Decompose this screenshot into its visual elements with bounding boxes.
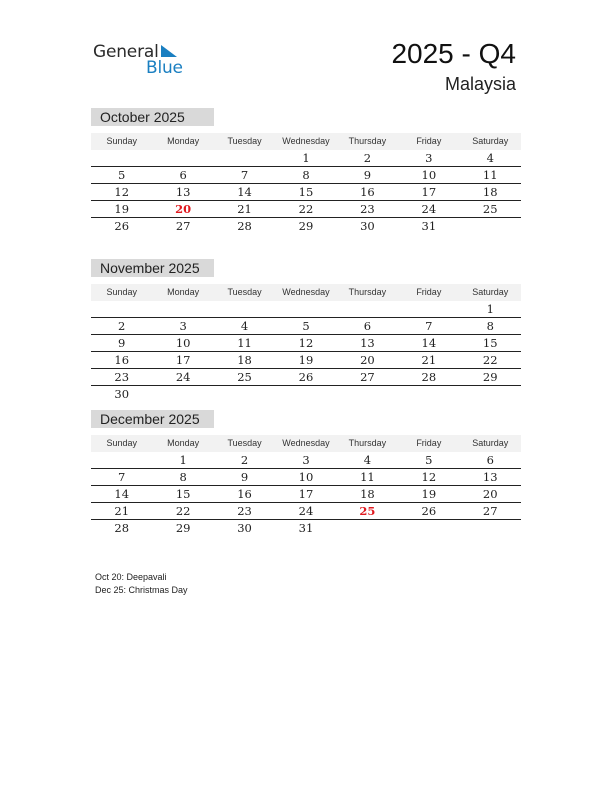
day-cell: 23 (360, 202, 375, 216)
day-cell: 19 (298, 353, 314, 367)
day-cell: 16 (237, 487, 252, 501)
day-cell: 12 (421, 470, 437, 484)
week-row (91, 318, 521, 335)
day-cell: 23 (114, 370, 130, 384)
weekday-label: Thursday (348, 136, 387, 146)
day-cell: 13 (482, 470, 498, 484)
empty-day-cell (337, 520, 398, 537)
day-cell: 4 (363, 453, 372, 467)
day-cell: 29 (175, 521, 191, 535)
day-cell: 5 (118, 168, 126, 182)
weekday-label: Saturday (472, 136, 509, 146)
weekday-label: Tuesday (227, 136, 262, 146)
day-cell: 11 (360, 470, 375, 484)
day-cell: 2 (118, 319, 126, 333)
day-cell: 21 (114, 504, 130, 518)
holiday-note: Oct 20: Deepavali (95, 572, 167, 582)
day-cell: 5 (425, 453, 433, 467)
day-cell: 29 (482, 370, 498, 384)
weekday-label: Sunday (106, 287, 137, 297)
week-rows (91, 301, 521, 403)
day-cell: 27 (175, 219, 191, 233)
page-title: 2025 - Q4 (391, 38, 516, 69)
empty-day-cell (91, 301, 152, 317)
day-cell: 3 (425, 151, 433, 165)
day-cell: 24 (421, 202, 437, 216)
holiday-notes (95, 571, 188, 597)
empty-day-cell (398, 301, 459, 317)
empty-day-cell (152, 150, 213, 166)
day-cell: 11 (237, 336, 252, 350)
day-cell: 7 (240, 168, 249, 182)
day-cell: 14 (237, 185, 252, 199)
week-row (91, 301, 521, 318)
day-cell: 8 (179, 470, 187, 484)
week-row (91, 150, 521, 167)
empty-day-cell (214, 386, 275, 403)
holiday-note: Dec 25: Christmas Day (95, 585, 188, 595)
weekday-header-row (91, 133, 521, 150)
weekday-label: Saturday (472, 287, 509, 297)
day-cell: 6 (486, 453, 494, 467)
day-cell: 1 (486, 302, 494, 316)
day-cell: 26 (421, 504, 437, 518)
weekday-label: Thursday (348, 287, 387, 297)
weekday-label: Wednesday (282, 136, 330, 146)
month-header: November 2025 (91, 259, 214, 277)
day-cell: 30 (360, 219, 375, 233)
day-cell: 12 (114, 185, 130, 199)
empty-day-cell (91, 150, 152, 166)
weekday-label: Wednesday (282, 438, 330, 448)
day-cell: 22 (175, 504, 191, 518)
day-cell: 18 (237, 353, 252, 367)
day-cell: 8 (302, 168, 310, 182)
day-cell: 14 (114, 487, 130, 501)
day-cell: 28 (237, 219, 252, 233)
holiday-day-cell: 20 (175, 202, 192, 216)
empty-day-cell (152, 386, 213, 403)
day-cell: 1 (302, 151, 310, 165)
country-name: Malaysia (444, 74, 516, 94)
week-row (91, 520, 521, 537)
weekday-label: Sunday (106, 438, 137, 448)
week-row (91, 386, 521, 403)
day-cell: 16 (360, 185, 375, 199)
weekday-label: Monday (167, 287, 200, 297)
month-october (91, 108, 521, 235)
empty-day-cell (214, 301, 275, 317)
day-cell: 4 (486, 151, 494, 165)
weekday-label: Friday (416, 136, 442, 146)
day-cell: 2 (363, 151, 372, 165)
day-cell: 15 (298, 185, 314, 199)
day-cell: 19 (114, 202, 130, 216)
day-cell: 28 (421, 370, 437, 384)
day-cell: 28 (114, 521, 130, 535)
weekday-label: Thursday (348, 438, 387, 448)
weekday-label: Saturday (472, 438, 509, 448)
day-cell: 23 (237, 504, 252, 518)
day-cell: 25 (482, 202, 498, 216)
week-row (91, 452, 521, 469)
day-cell: 4 (240, 319, 249, 333)
day-cell: 6 (179, 168, 187, 182)
day-cell: 21 (421, 353, 437, 367)
logo-word-blue: Blue (146, 58, 183, 78)
holiday-day-cell: 25 (359, 504, 376, 518)
empty-day-cell (275, 301, 336, 317)
day-cell: 18 (482, 185, 498, 199)
day-cell: 30 (114, 387, 130, 401)
week-row (91, 201, 521, 218)
day-cell: 9 (118, 336, 126, 350)
day-cell: 20 (360, 353, 375, 367)
weekday-label: Friday (416, 438, 442, 448)
month-december (91, 410, 521, 537)
day-cell: 7 (425, 319, 433, 333)
day-cell: 30 (237, 521, 252, 535)
day-cell: 17 (175, 353, 191, 367)
day-cell: 21 (237, 202, 252, 216)
day-cell: 13 (360, 336, 375, 350)
empty-day-cell (214, 150, 275, 166)
empty-day-cell (337, 301, 398, 317)
day-cell: 3 (179, 319, 187, 333)
weekday-header-row (91, 284, 521, 301)
weekday-label: Monday (167, 136, 200, 146)
empty-day-cell (91, 452, 152, 468)
logo-word-general: General (93, 42, 159, 62)
day-cell: 22 (482, 353, 498, 367)
weekday-label: Friday (416, 287, 442, 297)
day-cell: 1 (179, 453, 187, 467)
week-row (91, 218, 521, 235)
week-rows (91, 150, 521, 235)
day-cell: 20 (482, 487, 498, 501)
day-cell: 2 (240, 453, 249, 467)
week-row (91, 486, 521, 503)
day-cell: 22 (298, 202, 314, 216)
month-header: October 2025 (91, 108, 214, 126)
empty-day-cell (275, 386, 336, 403)
day-cell: 10 (421, 168, 437, 182)
day-cell: 27 (482, 504, 498, 518)
weekday-label: Wednesday (282, 287, 330, 297)
month-header: December 2025 (91, 410, 214, 428)
week-row (91, 184, 521, 201)
empty-day-cell (398, 520, 459, 537)
day-cell: 7 (118, 470, 126, 484)
generalblue-logo (93, 40, 193, 78)
day-cell: 17 (298, 487, 314, 501)
day-cell: 31 (421, 219, 437, 233)
empty-day-cell (460, 386, 521, 403)
week-row (91, 469, 521, 486)
day-cell: 24 (298, 504, 314, 518)
day-cell: 11 (482, 168, 498, 182)
day-cell: 9 (363, 168, 372, 182)
day-cell: 14 (421, 336, 437, 350)
empty-day-cell (398, 386, 459, 403)
day-cell: 24 (175, 370, 191, 384)
weekday-label: Sunday (106, 136, 137, 146)
weekday-label: Tuesday (227, 287, 262, 297)
week-row (91, 369, 521, 386)
empty-day-cell (460, 520, 521, 537)
day-cell: 13 (175, 185, 191, 199)
empty-day-cell (152, 301, 213, 317)
day-cell: 27 (360, 370, 375, 384)
day-cell: 25 (237, 370, 252, 384)
day-cell: 26 (114, 219, 130, 233)
month-november (91, 259, 521, 403)
day-cell: 19 (421, 487, 437, 501)
week-row (91, 352, 521, 369)
day-cell: 15 (482, 336, 498, 350)
day-cell: 29 (298, 219, 314, 233)
day-cell: 3 (302, 453, 310, 467)
weekday-header-row (91, 435, 521, 452)
day-cell: 8 (486, 319, 494, 333)
logo-triangle-icon (159, 43, 179, 59)
day-cell: 9 (240, 470, 249, 484)
day-cell: 5 (302, 319, 310, 333)
day-cell: 10 (175, 336, 191, 350)
weekday-label: Monday (167, 438, 200, 448)
day-cell: 15 (175, 487, 191, 501)
day-cell: 12 (298, 336, 314, 350)
week-row (91, 167, 521, 184)
week-rows (91, 452, 521, 537)
day-cell: 16 (114, 353, 130, 367)
empty-day-cell (460, 218, 521, 235)
empty-day-cell (337, 386, 398, 403)
week-row (91, 503, 521, 520)
day-cell: 18 (360, 487, 375, 501)
day-cell: 31 (298, 521, 314, 535)
weekday-label: Tuesday (227, 438, 262, 448)
day-cell: 10 (298, 470, 314, 484)
day-cell: 17 (421, 185, 437, 199)
week-row (91, 335, 521, 352)
day-cell: 26 (298, 370, 314, 384)
day-cell: 6 (363, 319, 372, 333)
